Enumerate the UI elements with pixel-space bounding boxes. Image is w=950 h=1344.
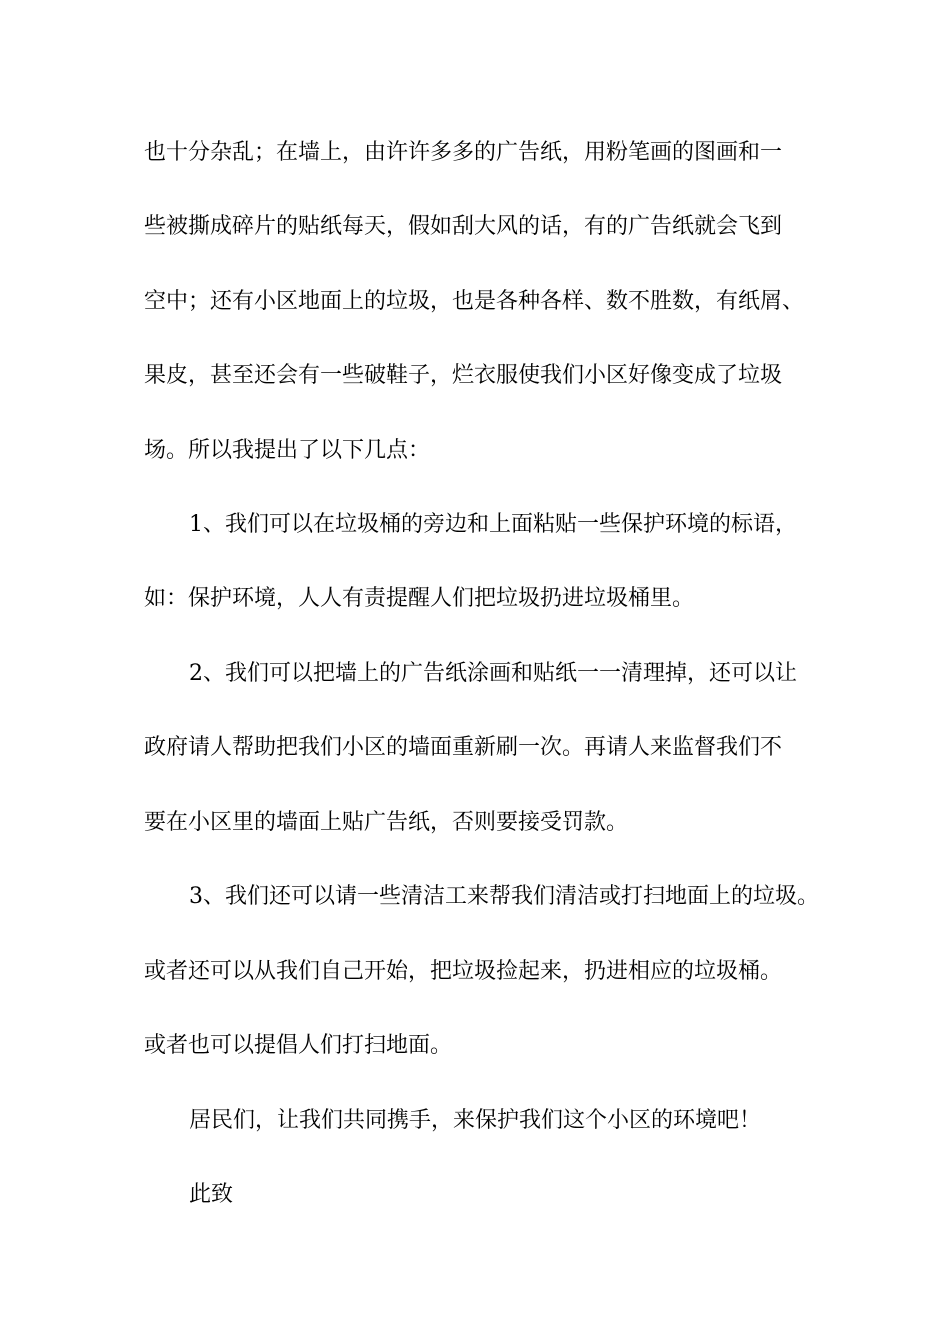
- body-text-line: 场。所以我提出了以下几点：: [144, 438, 431, 463]
- list-item-1-continuation: 如：保护环境，人人有责提醒人们把垃圾扔进垃圾桶里。: [144, 586, 695, 611]
- body-text-line: 也十分杂乱；在墙上，由许许多多的广告纸，用粉笔画的图画和一: [144, 140, 783, 165]
- body-text-line: 空中；还有小区地面上的垃圾，也是各种各样、数不胜数，有纸屑、: [144, 289, 805, 314]
- list-item-1-line: 1、我们可以在垃圾桶的旁边和上面粘贴一些保护环境的标语，: [189, 512, 797, 537]
- list-item-2-line: 2、我们可以把墙上的广告纸涂画和贴纸一一清理掉，还可以让: [189, 661, 797, 686]
- list-item-3-line: 3、我们还可以请一些清洁工来帮我们清洁或打扫地面上的垃圾。: [189, 884, 819, 909]
- list-item-2-continuation: 要在小区里的墙面上贴广告纸，否则要接受罚款。: [144, 810, 629, 835]
- salutation: 此致: [189, 1182, 234, 1207]
- list-item-3-continuation: 或者也可以提倡人们打扫地面。: [144, 1033, 453, 1058]
- body-text-line: 些被撕成碎片的贴纸每天，假如刮大风的话，有的广告纸就会飞到: [144, 214, 783, 239]
- closing-appeal: 居民们，让我们共同携手，来保护我们这个小区的环境吧！: [189, 1108, 762, 1133]
- list-item-3-continuation: 或者还可以从我们自己开始，把垃圾捡起来，扔进相应的垃圾桶。: [144, 959, 783, 984]
- list-item-2-continuation: 政府请人帮助把我们小区的墙面重新刷一次。再请人来监督我们不: [144, 735, 783, 760]
- body-text-line: 果皮，甚至还会有一些破鞋子，烂衣服使我们小区好像变成了垃圾: [144, 363, 783, 388]
